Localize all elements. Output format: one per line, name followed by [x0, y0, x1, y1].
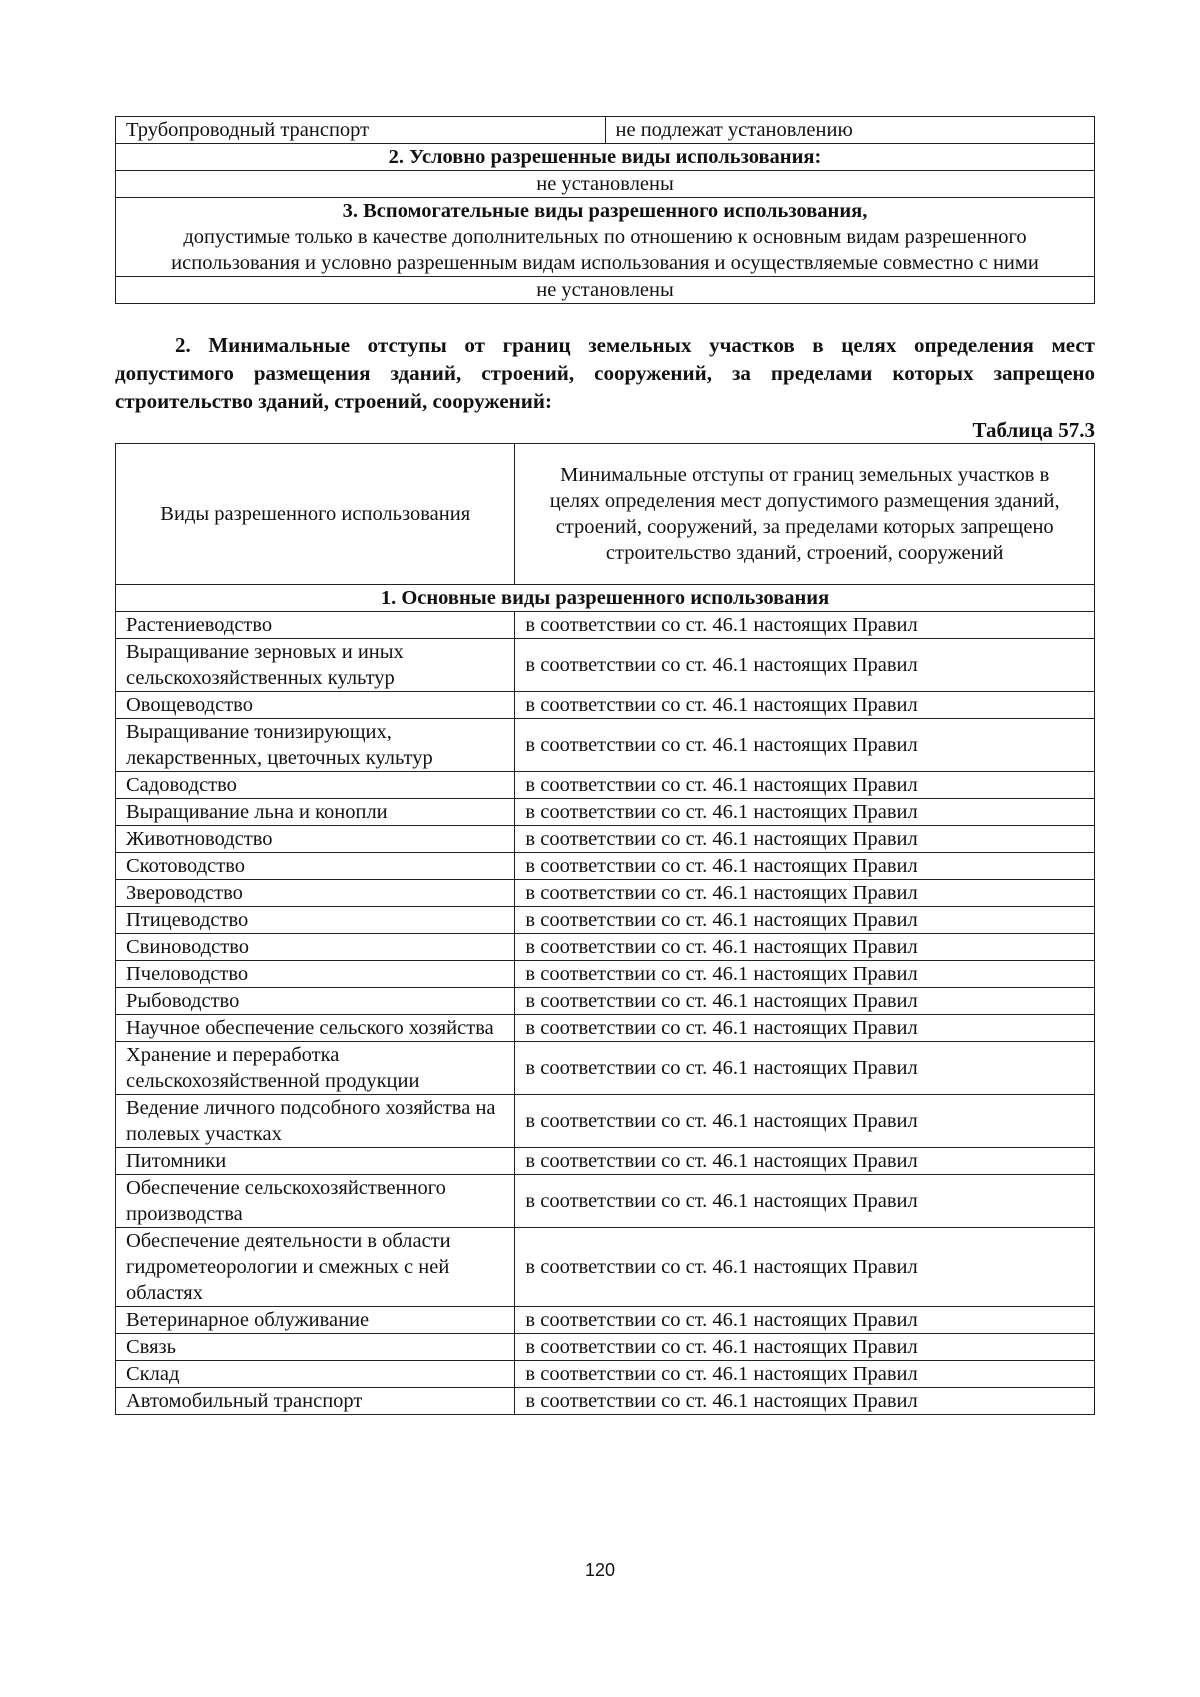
- use-value-cell: в соответствии со ст. 46.1 настоящих Правил: [515, 1307, 1095, 1334]
- use-name-cell: Связь: [116, 1334, 515, 1361]
- use-name-cell: Свиноводство: [116, 934, 515, 961]
- use-name-cell: Птицеводство: [116, 907, 515, 934]
- table-row: [116, 1148, 1095, 1175]
- header-use-type: Виды разрешенного использования: [116, 444, 515, 585]
- header-min-setback: Минимальные отступы от границ земельных участков в целях определения мест допустимого размещения зданий, строений, сооружений, за пределами которых запрещено строительство зданий, строений, сооружений: [515, 444, 1095, 585]
- use-value-cell: в соответствии со ст. 46.1 настоящих Правил: [515, 826, 1095, 853]
- use-value-cell: в соответствии со ст. 46.1 настоящих Правил: [515, 612, 1095, 639]
- section2-title: 2. Условно разрешенные виды использования:: [116, 144, 1095, 171]
- table-row: [116, 988, 1095, 1015]
- section2-value: не установлены: [116, 171, 1095, 198]
- table-row: [116, 853, 1095, 880]
- use-value-cell: в соответствии со ст. 46.1 настоящих Правил: [515, 1015, 1095, 1042]
- use-name-cell: Обеспечение сельскохозяйственного производства: [116, 1175, 515, 1228]
- table-row: [116, 826, 1095, 853]
- section-paragraph: 2. Минимальные отступы от границ земельных участков в целях определения мест допустимого размещения зданий, строений, сооружений, за пределами которых запрещено строительство зданий, строений, сооружений:: [115, 333, 1095, 413]
- use-name-cell: Животноводство: [116, 826, 515, 853]
- use-value-cell: в соответствии со ст. 46.1 настоящих Правил: [515, 1228, 1095, 1307]
- table-row: [116, 639, 1095, 692]
- table-row: [116, 1361, 1095, 1388]
- table-row: [116, 1307, 1095, 1334]
- use-name-cell: Скотоводство: [116, 853, 515, 880]
- use-name-cell: Хранение и переработка сельскохозяйственной продукции: [116, 1042, 515, 1095]
- section-row: [116, 585, 1095, 612]
- use-name-cell: Садоводство: [116, 772, 515, 799]
- document-page: [115, 116, 1095, 1415]
- use-value-cell: в соответствии со ст. 46.1 настоящих Правил: [515, 1361, 1095, 1388]
- table-row: [116, 719, 1095, 772]
- use-value-cell: в соответствии со ст. 46.1 настоящих Правил: [515, 880, 1095, 907]
- table-row: [116, 277, 1095, 304]
- section3-value: не установлены: [116, 277, 1095, 304]
- use-value-cell: не подлежат установлению: [605, 117, 1095, 144]
- page-number: 120: [584, 1560, 616, 1580]
- use-name-cell: Выращивание льна и конопли: [116, 799, 515, 826]
- use-name-cell: Пчеловодство: [116, 961, 515, 988]
- use-value-cell: в соответствии со ст. 46.1 настоящих Правил: [515, 799, 1095, 826]
- table-row: [116, 961, 1095, 988]
- section3-cell: [116, 198, 1095, 277]
- use-name-cell: Звероводство: [116, 880, 515, 907]
- section-row: [116, 198, 1095, 277]
- table-caption: Таблица 57.3: [972, 418, 1095, 442]
- table-row: [116, 1388, 1095, 1415]
- use-name-cell: Растениеводство: [116, 612, 515, 639]
- table-row: [116, 1334, 1095, 1361]
- use-value-cell: в соответствии со ст. 46.1 настоящих Правил: [515, 1148, 1095, 1175]
- use-value-cell: в соответствии со ст. 46.1 настоящих Правил: [515, 1388, 1095, 1415]
- use-value-cell: в соответствии со ст. 46.1 настоящих Правил: [515, 961, 1095, 988]
- use-name-cell: Ветеринарное облуживание: [116, 1307, 515, 1334]
- use-value-cell: в соответствии со ст. 46.1 настоящих Правил: [515, 1095, 1095, 1148]
- use-value-cell: в соответствии со ст. 46.1 настоящих Правил: [515, 639, 1095, 692]
- use-value-cell: в соответствии со ст. 46.1 настоящих Правил: [515, 988, 1095, 1015]
- use-name-cell: Склад: [116, 1361, 515, 1388]
- use-name-cell: Питомники: [116, 1148, 515, 1175]
- section1-title: 1. Основные виды разрешенного использования: [116, 585, 1095, 612]
- section3-title: 3. Вспомогательные виды разрешенного использования,: [342, 200, 868, 222]
- top-table: [115, 116, 1095, 304]
- use-name-cell: Выращивание тонизирующих, лекарственных, цветочных культур: [116, 719, 515, 772]
- use-name-cell: Ведение личного подсобного хозяйства на полевых участках: [116, 1095, 515, 1148]
- use-name-cell: Трубопроводный транспорт: [116, 117, 606, 144]
- use-value-cell: в соответствии со ст. 46.1 настоящих Правил: [515, 719, 1095, 772]
- use-value-cell: в соответствии со ст. 46.1 настоящих Правил: [515, 907, 1095, 934]
- use-value-cell: в соответствии со ст. 46.1 настоящих Правил: [515, 1334, 1095, 1361]
- use-name-cell: Овощеводство: [116, 692, 515, 719]
- table-row: [116, 1175, 1095, 1228]
- use-value-cell: в соответствии со ст. 46.1 настоящих Правил: [515, 853, 1095, 880]
- use-value-cell: в соответствии со ст. 46.1 настоящих Правил: [515, 934, 1095, 961]
- use-name-cell: Выращивание зерновых и иных сельскохозяйственных культур: [116, 639, 515, 692]
- table-row: [116, 934, 1095, 961]
- table-row: [116, 1095, 1095, 1148]
- table-row: [116, 1015, 1095, 1042]
- use-name-cell: Автомобильный транспорт: [116, 1388, 515, 1415]
- use-value-cell: в соответствии со ст. 46.1 настоящих Правил: [515, 1042, 1095, 1095]
- use-name-cell: Обеспечение деятельности в области гидрометеорологии и смежных с ней областях: [116, 1228, 515, 1307]
- table-row: [116, 612, 1095, 639]
- table-row: [116, 799, 1095, 826]
- table-row: [116, 1042, 1095, 1095]
- use-name-cell: Научное обеспечение сельского хозяйства: [116, 1015, 515, 1042]
- rows-body: [116, 612, 1095, 1415]
- table-row: [116, 1228, 1095, 1307]
- table-row: [116, 171, 1095, 198]
- table-row: [116, 692, 1095, 719]
- use-value-cell: в соответствии со ст. 46.1 настоящих Правил: [515, 772, 1095, 799]
- use-value-cell: в соответствии со ст. 46.1 настоящих Правил: [515, 1175, 1095, 1228]
- section3-desc: допустимые только в качестве дополнительных по отношению к основным видам разрешенного использования и условно разрешенным видам использования и осуществляемые совместно с ними: [171, 226, 1039, 274]
- section-row: [116, 144, 1095, 171]
- table-row: [116, 907, 1095, 934]
- main-table: [115, 443, 1095, 1415]
- table-row: [116, 772, 1095, 799]
- header-row: [116, 444, 1095, 585]
- table-row: [116, 880, 1095, 907]
- use-value-cell: в соответствии со ст. 46.1 настоящих Правил: [515, 692, 1095, 719]
- table-row: [116, 117, 1095, 144]
- use-name-cell: Рыбоводство: [116, 988, 515, 1015]
